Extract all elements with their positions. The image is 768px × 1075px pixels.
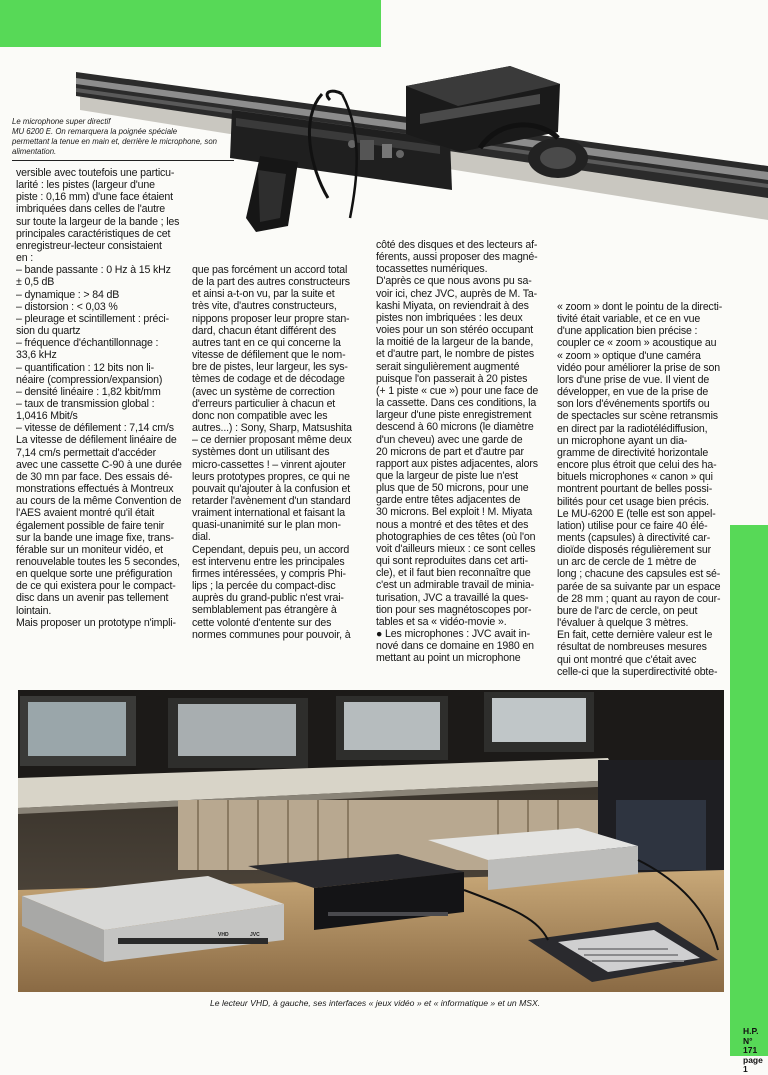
vhd-photo xyxy=(18,690,724,992)
caption-rule xyxy=(12,160,234,161)
microphone-caption: Le microphone super directif MU 6200 E. On remarquera la poignée spéciale permettant la tenue en main et, derrière le microphone, son alimentation. xyxy=(12,117,217,156)
article-column-4: « zoom » dont le pointu de la directi- tivité était variable, et ce en vue d'une application bien précise : coupler ce « zoom » acoustique au « zoom » optique d'une caméra vidéo pour améliorer la prise de son lors d'une prise de vue. Il vient de développer, en vue de la prise de son lors d'événements sportifs ou de spectacles sur scène retransmis en direct par la radiotélédiffusion, un microphone ayant un dia- gramme de directivité horizontale encore plus étroit que celui des ha- bituels microphones « canon » qui montrent pourtant de belles possi- bilités pour cet usage bien précis. Le MU-6200 E (telle est son appel- lation) utilise pour ce faire 40 élé- ments (capsules) à directivité car- dioïde disposés régulièrement sur un arc de cercle de 1 mètre de long ; chacune des capsules est sé- parée de sa suivante par un espace de 28 mm ; quant au rayon de cour- bure de l'arc de cercle, on peut l'évaluer à quelque 3 mètres. En fait, cette dernière valeur est le résultat de nombreuses mesures qui ont montré que c'était avec celle-ci que la superdirectivité obte- xyxy=(557,301,723,678)
green-tab-top xyxy=(0,0,381,47)
brand-logo: JVC xyxy=(250,932,260,938)
vhd-logo: VHD xyxy=(218,932,229,938)
page-folio: H.P. N° 171 page 1 xyxy=(743,1026,763,1074)
article-column-2: que pas forcément un accord total de la part des autres constructeurs et ainsi a-t-on vu, par la suite et très vite, d'autres constructeurs, nippons proposer leur propre stan- dard, chacun étant différent des autres tant en ce qui concerne la vitesse de défilement que le nom- bre de pistes, leur largeur, les sys- tèmes de codage et de décodage (avec un système de correction d'erreurs particulier à chacun et donc non compatible avec les autres...) : Sony, Sharp, Matsushita – ce dernier proposant même deux systèmes dont un utilisant des micro-cassettes ! – vinrent ajouter leurs prototypes propres, ce qui ne pouvait qu'ajouter à la confusion et retarder l'avènement d'un standard vraiment international et faisant la quasi-unanimité sur le plan mon- dial. Cependant, depuis peu, un accord est intervenu entre les principales firmes intéressées, y compris Phi- lips ; la percée du compact-disc auprès du grand-public n'est vrai- semblablement pas étrangère à cette volonté d'entente sur des normes communes pour pouvoir, à xyxy=(192,264,352,641)
green-tab-right xyxy=(730,525,768,1056)
article-column-3: côté des disques et des lecteurs af- férents, aussi proposer des magné- tocassettes numériques. D'après ce que nous avons pu sa- voir ici, chez JVC, auprès de M. Ta- kashi Miyata, on reviendrait à des pistes non imbriquées : les deux voies pour un son stéréo occupant la moitié de la largeur de la bande, et d'autre part, le nombre de pistes serait singulièrement augmenté puisque l'on passerait à 20 pistes (+ 1 piste « cue ») pour une face de la cassette. Dans ces conditions, la largeur d'une piste enregistrement descend à 60 microns (le diamètre d'un cheveu) avec une garde de 20 microns de part et d'autre par rapport aux pistes adjacentes, alors que la largeur de piste lue n'est plus que de 50 microns, pour une garde entre têtes adjacentes de 30 microns. Bel exploit ! M. Miyata nous a montré et des têtes et des photographies de ces têtes (où l'on voit d'ailleurs mieux : ce sont celles qui sont reproduites dans cet arti- cle), et il faut bien reconnaître que c'est un admirable travail de minia- turisation, JVC a travaillé la ques- tion pour ses magnétoscopes por- tables et sa « vidéo-movie ». ● Les microphones : JVC avait in- nové dans ce domaine en 1980 en mettant au point un microphone xyxy=(376,239,539,665)
vhd-caption: Le lecteur VHD, à gauche, ses interfaces « jeux vidéo » et « informatique » et un MSX. xyxy=(210,998,541,1008)
article-column-1: versible avec toutefois une particu- larité : les pistes (largeur d'une piste : 0,16 mm) d'une face étaient imbriquées dans celles de l'autre sur toute la largeur de la bande ; les principales caractéristiques de cet enregistreur-lecteur consistaient en : – bande passante : 0 Hz à 15 kHz ± 0,5 dB – dynamique : > 84 dB – distorsion : < 0,03 % – pleurage et scintillement : préci- sion du quartz – fréquence d'échantillonnage : 33,6 kHz – quantification : 12 bits non li- néaire (compression/expansion) – densité linéaire : 1,82 kbit/mm – taux de transmission global : 1,0416 Mbit/s – vitesse de défilement : 7,14 cm/s La vitesse de défilement linéaire de 7,14 cm/s permettait d'accéder avec une cassette C-90 à une durée de 30 mn par face. Des essais dé- monstrations effectués à Montreux au cours de la même Convention de l'AES avaient montré qu'il était également possible de faire tenir sur la bande une image fixe, trans- férable sur un moniteur vidéo, et renouvelable toutes les 5 secondes, en quelque sorte une préfiguration de ce qui existera pour le compact- disc dans un avenir pas tellement lointain. Mais proposer un prototype n'impli- xyxy=(16,167,182,629)
